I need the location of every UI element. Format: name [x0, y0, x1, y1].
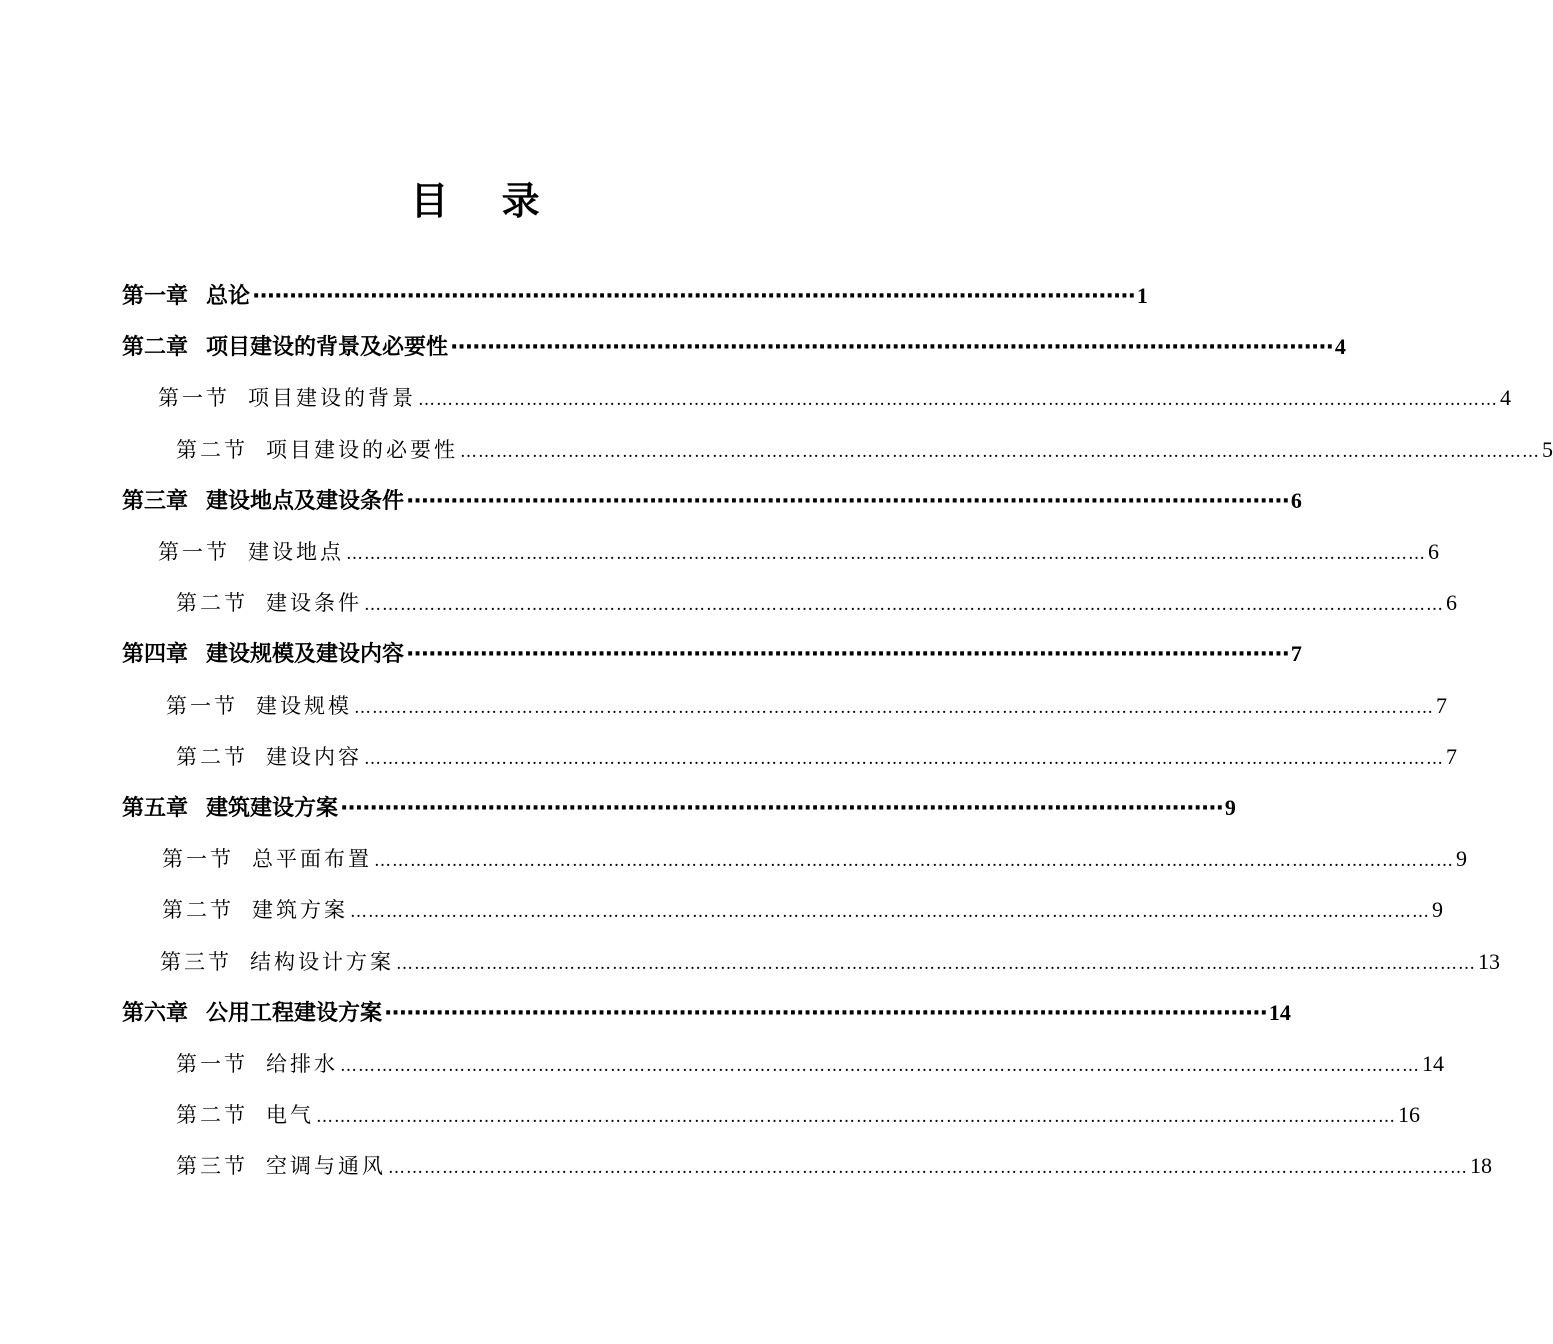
toc-page-number: 7 [1290, 641, 1302, 666]
toc-page-number: 6 [1290, 488, 1302, 513]
toc-entry-title: 结构设计方案 [250, 950, 394, 974]
toc-entry-label [158, 378, 416, 418]
toc-entry-chapter-5[interactable] [122, 788, 1236, 828]
toc-entry-label [176, 1095, 314, 1135]
toc-entry-chapter-6[interactable] [122, 993, 1291, 1033]
toc-entry-title: 公用工程建设方案 [206, 1001, 383, 1026]
toc-entry-chapter-3[interactable] [122, 481, 1302, 521]
toc-entry-title: 建设地点及建设条件 [206, 489, 405, 514]
toc-entry-label [176, 430, 458, 470]
toc-page-number: 4 [1334, 334, 1346, 359]
toc-entry-label [158, 532, 344, 572]
toc-entry-number: 第二节 [176, 438, 248, 462]
toc-entry-number: 第三节 [176, 1154, 248, 1178]
toc-entry-title: 项目建设的背景及必要性 [206, 335, 449, 360]
toc-entry-title: 项目建设的背景 [248, 386, 416, 410]
toc-page-number: 9 [1456, 846, 1467, 871]
toc-entry-number: 第四章 [122, 642, 189, 667]
toc-entry-number: 第一节 [158, 540, 230, 564]
toc-entry-section-6-1[interactable] [176, 1044, 1444, 1084]
toc-page-number: 9 [1224, 795, 1236, 820]
toc-entry-section-2-2[interactable] [176, 430, 1553, 470]
toc-entry-label [162, 839, 372, 879]
toc-entry-number: 第二节 [162, 898, 234, 922]
toc-entry-label [160, 942, 394, 982]
toc-dot-leader: ……………………………………………………………………………………………………………………………………………………………… [346, 544, 1426, 564]
toc-entry-section-6-3[interactable] [176, 1146, 1492, 1186]
toc-entry-label [176, 1044, 338, 1084]
toc-entry-title: 建筑方案 [252, 898, 348, 922]
toc-dot-leader: ························································································································ [406, 642, 1289, 667]
toc-dot-leader: ························································································································ [450, 335, 1333, 360]
toc-page-number: 6 [1446, 590, 1457, 615]
page-title: 目 录 [410, 179, 560, 223]
toc-dot-leader: ························································································································ [252, 284, 1135, 309]
toc-dot-leader: ……………………………………………………………………………………………………………………………………………………………… [340, 1056, 1420, 1076]
toc-entry-title: 建筑建设方案 [206, 796, 339, 821]
toc-entry-number: 第一节 [176, 1052, 248, 1076]
toc-entry-number: 第一节 [162, 847, 234, 871]
toc-entry-number: 第二章 [122, 335, 189, 360]
toc-dot-leader: ························································································································ [406, 489, 1289, 514]
toc-entry-number: 第一节 [158, 386, 230, 410]
toc-page-number: 5 [1542, 437, 1553, 462]
toc-entry-section-4-2[interactable] [176, 737, 1457, 777]
toc-entry-section-5-3[interactable] [160, 942, 1500, 982]
toc-entry-label [122, 328, 448, 368]
toc-page-number: 7 [1436, 693, 1447, 718]
toc-entry-label [176, 1146, 386, 1186]
toc-entry-number: 第二节 [176, 745, 248, 769]
toc-dot-leader: ……………………………………………………………………………………………………………………………………………………………… [350, 902, 1430, 922]
toc-page-number: 16 [1398, 1102, 1420, 1127]
toc-dot-leader: ……………………………………………………………………………………………………………………………………………………………… [374, 851, 1454, 871]
toc-entry-section-2-1[interactable] [158, 378, 1511, 418]
toc-entry-title: 建设规模及建设内容 [206, 642, 405, 667]
toc-entry-section-4-1[interactable] [166, 686, 1447, 726]
toc-entry-section-5-1[interactable] [162, 839, 1467, 879]
toc-entry-chapter-1[interactable] [122, 276, 1148, 316]
toc-page-number: 14 [1268, 1000, 1291, 1025]
toc-entry-label [162, 890, 348, 930]
toc-entry-title: 总平面布置 [252, 847, 372, 871]
toc-entry-label [122, 635, 404, 675]
toc-entry-title: 建设地点 [248, 540, 344, 564]
toc-entry-label [176, 583, 362, 623]
toc-entry-title: 给排水 [266, 1052, 338, 1076]
toc-entry-number: 第二节 [176, 591, 248, 615]
toc-entry-number: 第一节 [166, 694, 238, 718]
toc-dot-leader: ……………………………………………………………………………………………………………………………………………………………… [364, 595, 1444, 615]
toc-dot-leader: ……………………………………………………………………………………………………………………………………………………………… [388, 1158, 1468, 1178]
toc-entry-number: 第二节 [176, 1103, 248, 1127]
toc-dot-leader: ……………………………………………………………………………………………………………………………………………………………… [364, 749, 1444, 769]
toc-dot-leader: ……………………………………………………………………………………………………………………………………………………………… [396, 954, 1476, 974]
toc-entry-section-3-2[interactable] [176, 583, 1457, 623]
toc-page-number: 6 [1428, 539, 1439, 564]
toc-entry-section-3-1[interactable] [158, 532, 1439, 572]
toc-dot-leader: ……………………………………………………………………………………………………………………………………………………………… [316, 1107, 1396, 1127]
toc-page-number: 4 [1500, 385, 1511, 410]
toc-entry-chapter-2[interactable] [122, 327, 1346, 367]
toc-dot-leader: ························································································································ [340, 796, 1223, 821]
toc-entry-label [122, 994, 382, 1034]
toc-entry-title: 建设内容 [266, 745, 362, 769]
toc-page-number: 18 [1470, 1153, 1492, 1178]
toc-entry-title: 项目建设的必要性 [266, 438, 458, 462]
toc-entry-label [176, 737, 362, 777]
toc-entry-label [122, 277, 250, 317]
toc-entry-title: 建设规模 [256, 694, 352, 718]
toc-entry-label [122, 482, 404, 522]
toc-entry-section-6-2[interactable] [176, 1095, 1420, 1135]
toc-entry-number: 第五章 [122, 796, 189, 821]
toc-entry-label [122, 789, 338, 829]
toc-page-number: 9 [1432, 897, 1443, 922]
toc-entry-title: 电气 [266, 1103, 314, 1127]
toc-dot-leader: ························································································································ [384, 1001, 1267, 1026]
toc-entry-number: 第六章 [122, 1001, 189, 1026]
toc-dot-leader: ……………………………………………………………………………………………………………………………………………………………… [460, 442, 1540, 462]
toc-entry-number: 第三节 [160, 950, 232, 974]
toc-entry-label [166, 686, 352, 726]
toc-entry-title: 空调与通风 [266, 1154, 386, 1178]
toc-entry-number: 第一章 [122, 284, 189, 309]
toc-entry-title: 总论 [206, 284, 251, 309]
toc-page-number: 14 [1422, 1051, 1444, 1076]
toc-page-number: 7 [1446, 744, 1457, 769]
toc-entry-number: 第三章 [122, 489, 189, 514]
toc-entry-title: 建设条件 [266, 591, 362, 615]
toc-entry-section-5-2[interactable] [162, 890, 1443, 930]
toc-entry-chapter-4[interactable] [122, 634, 1302, 674]
toc-page-number: 1 [1136, 283, 1148, 308]
toc-dot-leader: ……………………………………………………………………………………………………………………………………………………………… [418, 390, 1498, 410]
toc-dot-leader: ……………………………………………………………………………………………………………………………………………………………… [354, 698, 1434, 718]
toc-page-number: 13 [1478, 949, 1500, 974]
